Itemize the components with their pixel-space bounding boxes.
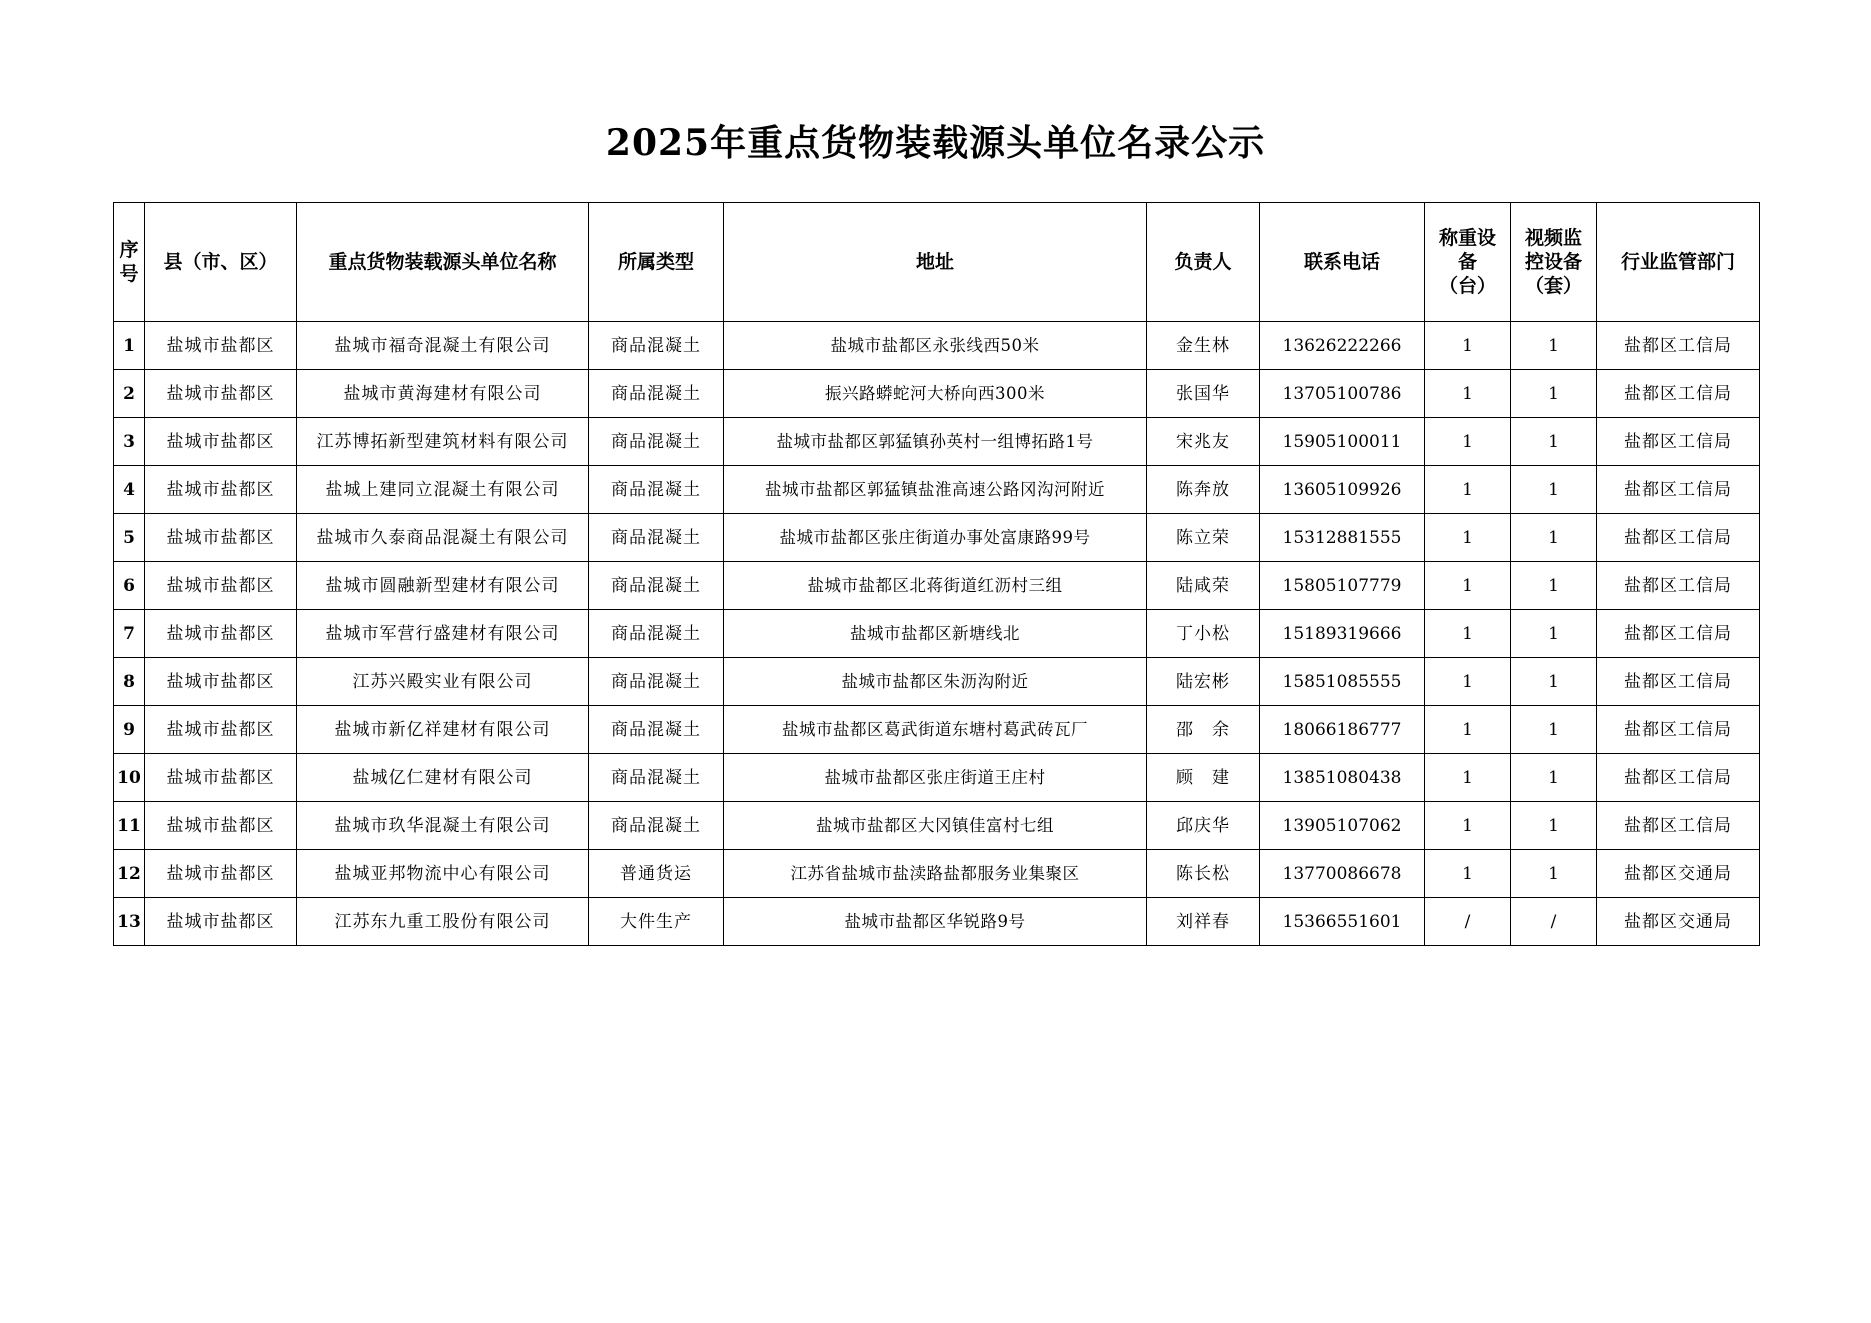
cell-seq: 7: [114, 610, 145, 658]
table-row: [114, 658, 1760, 706]
table-row: [114, 562, 1760, 610]
cell-weighing: 1: [1425, 370, 1511, 418]
cell-seq: 4: [114, 466, 145, 514]
cell-department: 盐都区交通局: [1597, 850, 1760, 898]
table-row: [114, 514, 1760, 562]
cell-weighing: 1: [1425, 514, 1511, 562]
table-row: [114, 466, 1760, 514]
cell-seq: 2: [114, 370, 145, 418]
cell-unit-name: 盐城市福奇混凝土有限公司: [297, 322, 589, 370]
cell-video: 1: [1511, 610, 1597, 658]
header-unit-name: 重点货物装载源头单位名称: [297, 203, 589, 322]
cell-weighing: /: [1425, 898, 1511, 946]
cell-county: 盐城市盐都区: [145, 754, 297, 802]
table-row: [114, 322, 1760, 370]
cell-video: 1: [1511, 418, 1597, 466]
source-unit-table: [113, 202, 1760, 946]
cell-video: 1: [1511, 802, 1597, 850]
cell-department: 盐都区交通局: [1597, 898, 1760, 946]
cell-county: 盐城市盐都区: [145, 898, 297, 946]
cell-video: 1: [1511, 322, 1597, 370]
cell-category: 商品混凝土: [589, 610, 724, 658]
header-address: 地址: [724, 203, 1147, 322]
cell-person: 陈立荣: [1147, 514, 1260, 562]
document-title: 2025年重点货物装载源头单位名录公示: [605, 122, 1266, 164]
cell-unit-name: 盐城市玖华混凝土有限公司: [297, 802, 589, 850]
table-row: [114, 706, 1760, 754]
cell-person: 陈长松: [1147, 850, 1260, 898]
cell-person: 宋兆友: [1147, 418, 1260, 466]
header-phone: 联系电话: [1260, 203, 1425, 322]
cell-unit-name: 盐城上建同立混凝土有限公司: [297, 466, 589, 514]
header-county: 县（市、区）: [145, 203, 297, 322]
cell-person: 刘祥春: [1147, 898, 1260, 946]
cell-department: 盐都区工信局: [1597, 706, 1760, 754]
cell-seq: 12: [114, 850, 145, 898]
header-person: 负责人: [1147, 203, 1260, 322]
table-header-row: [114, 203, 1760, 322]
cell-county: 盐城市盐都区: [145, 514, 297, 562]
cell-phone: 13605109926: [1260, 466, 1425, 514]
table-row: [114, 754, 1760, 802]
cell-county: 盐城市盐都区: [145, 322, 297, 370]
cell-address: 盐城市盐都区华锐路9号: [724, 898, 1147, 946]
cell-phone: 18066186777: [1260, 706, 1425, 754]
header-weighing-line: 称重设: [1438, 227, 1496, 249]
cell-address: 盐城市盐都区朱沥沟附近: [724, 658, 1147, 706]
cell-category: 商品混凝土: [589, 370, 724, 418]
cell-seq: 10: [114, 754, 145, 802]
header-seq-line: 序: [119, 239, 139, 261]
cell-category: 商品混凝土: [589, 562, 724, 610]
cell-county: 盐城市盐都区: [145, 418, 297, 466]
cell-department: 盐都区工信局: [1597, 754, 1760, 802]
cell-seq: 6: [114, 562, 145, 610]
cell-seq: 9: [114, 706, 145, 754]
cell-unit-name: 盐城市军营行盛建材有限公司: [297, 610, 589, 658]
cell-county: 盐城市盐都区: [145, 706, 297, 754]
cell-county: 盐城市盐都区: [145, 850, 297, 898]
cell-category: 商品混凝土: [589, 658, 724, 706]
cell-person: 丁小松: [1147, 610, 1260, 658]
cell-video: 1: [1511, 658, 1597, 706]
cell-county: 盐城市盐都区: [145, 802, 297, 850]
cell-weighing: 1: [1425, 610, 1511, 658]
cell-county: 盐城市盐都区: [145, 610, 297, 658]
table-row: [114, 610, 1760, 658]
cell-address: 盐城市盐都区张庄街道王庄村: [724, 754, 1147, 802]
cell-video: 1: [1511, 850, 1597, 898]
cell-person: 陈奔放: [1147, 466, 1260, 514]
cell-video: 1: [1511, 562, 1597, 610]
cell-weighing: 1: [1425, 322, 1511, 370]
cell-phone: 15312881555: [1260, 514, 1425, 562]
cell-video: 1: [1511, 466, 1597, 514]
cell-weighing: 1: [1425, 850, 1511, 898]
cell-phone: 15366551601: [1260, 898, 1425, 946]
cell-person: 张国华: [1147, 370, 1260, 418]
cell-address: 盐城市盐都区新塘线北: [724, 610, 1147, 658]
table-row: [114, 802, 1760, 850]
cell-video: 1: [1511, 706, 1597, 754]
cell-unit-name: 江苏东九重工股份有限公司: [297, 898, 589, 946]
cell-person: 邱庆华: [1147, 802, 1260, 850]
cell-video: 1: [1511, 370, 1597, 418]
cell-category: 商品混凝土: [589, 322, 724, 370]
cell-seq: 1: [114, 322, 145, 370]
header-weighing-line: （台）: [1438, 275, 1496, 297]
header-seq: [114, 203, 145, 322]
cell-phone: 13851080438: [1260, 754, 1425, 802]
cell-weighing: 1: [1425, 562, 1511, 610]
cell-department: 盐都区工信局: [1597, 370, 1760, 418]
header-seq-line: 号: [119, 263, 139, 285]
cell-address: 盐城市盐都区永张线西50米: [724, 322, 1147, 370]
header-weighing-line: 备: [1457, 251, 1477, 273]
cell-phone: 13626222266: [1260, 322, 1425, 370]
header-category: 所属类型: [589, 203, 724, 322]
cell-video: 1: [1511, 514, 1597, 562]
cell-phone: 13770086678: [1260, 850, 1425, 898]
cell-category: 商品混凝土: [589, 466, 724, 514]
cell-unit-name: 盐城亚邦物流中心有限公司: [297, 850, 589, 898]
cell-phone: 15805107779: [1260, 562, 1425, 610]
cell-unit-name: 盐城市久泰商品混凝土有限公司: [297, 514, 589, 562]
cell-category: 商品混凝土: [589, 514, 724, 562]
cell-phone: 15851085555: [1260, 658, 1425, 706]
cell-county: 盐城市盐都区: [145, 370, 297, 418]
table-row: [114, 898, 1760, 946]
cell-address: 江苏省盐城市盐渎路盐都服务业集聚区: [724, 850, 1147, 898]
cell-department: 盐都区工信局: [1597, 418, 1760, 466]
cell-unit-name: 江苏博拓新型建筑材料有限公司: [297, 418, 589, 466]
cell-weighing: 1: [1425, 466, 1511, 514]
table-row: [114, 850, 1760, 898]
cell-county: 盐城市盐都区: [145, 562, 297, 610]
header-video: [1511, 203, 1597, 322]
cell-unit-name: 盐城亿仁建材有限公司: [297, 754, 589, 802]
cell-department: 盐都区工信局: [1597, 610, 1760, 658]
cell-address: 盐城市盐都区张庄街道办事处富康路99号: [724, 514, 1147, 562]
cell-unit-name: 盐城市新亿祥建材有限公司: [297, 706, 589, 754]
header-video-line: （套）: [1524, 275, 1582, 297]
cell-person: 陆宏彬: [1147, 658, 1260, 706]
cell-department: 盐都区工信局: [1597, 562, 1760, 610]
cell-phone: 15189319666: [1260, 610, 1425, 658]
cell-phone: 13705100786: [1260, 370, 1425, 418]
cell-category: 商品混凝土: [589, 706, 724, 754]
cell-category: 商品混凝土: [589, 418, 724, 466]
cell-unit-name: 江苏兴殿实业有限公司: [297, 658, 589, 706]
cell-address: 振兴路蟒蛇河大桥向西300米: [724, 370, 1147, 418]
table-row: [114, 370, 1760, 418]
header-weighing: [1425, 203, 1511, 322]
cell-county: 盐城市盐都区: [145, 466, 297, 514]
cell-address: 盐城市盐都区郭猛镇盐淮高速公路冈沟河附近: [724, 466, 1147, 514]
cell-person: 陆咸荣: [1147, 562, 1260, 610]
header-department: 行业监管部门: [1597, 203, 1760, 322]
cell-weighing: 1: [1425, 754, 1511, 802]
cell-seq: 11: [114, 802, 145, 850]
cell-category: 普通货运: [589, 850, 724, 898]
cell-address: 盐城市盐都区葛武街道东塘村葛武砖瓦厂: [724, 706, 1147, 754]
cell-person: 金生林: [1147, 322, 1260, 370]
header-video-line: 视频监: [1524, 227, 1582, 249]
cell-department: 盐都区工信局: [1597, 658, 1760, 706]
cell-seq: 13: [114, 898, 145, 946]
cell-video: 1: [1511, 754, 1597, 802]
cell-seq: 5: [114, 514, 145, 562]
table-row: [114, 418, 1760, 466]
cell-department: 盐都区工信局: [1597, 322, 1760, 370]
cell-category: 商品混凝土: [589, 754, 724, 802]
cell-weighing: 1: [1425, 658, 1511, 706]
cell-phone: 13905107062: [1260, 802, 1425, 850]
cell-department: 盐都区工信局: [1597, 514, 1760, 562]
cell-weighing: 1: [1425, 418, 1511, 466]
cell-seq: 3: [114, 418, 145, 466]
cell-department: 盐都区工信局: [1597, 802, 1760, 850]
cell-phone: 15905100011: [1260, 418, 1425, 466]
cell-unit-name: 盐城市黄海建材有限公司: [297, 370, 589, 418]
cell-person: 邵 余: [1147, 706, 1260, 754]
cell-category: 大件生产: [589, 898, 724, 946]
cell-address: 盐城市盐都区北蒋街道红沥村三组: [724, 562, 1147, 610]
cell-person: 顾 建: [1147, 754, 1260, 802]
cell-department: 盐都区工信局: [1597, 466, 1760, 514]
cell-weighing: 1: [1425, 706, 1511, 754]
header-video-line: 控设备: [1524, 251, 1582, 273]
cell-address: 盐城市盐都区郭猛镇孙英村一组博拓路1号: [724, 418, 1147, 466]
cell-unit-name: 盐城市圆融新型建材有限公司: [297, 562, 589, 610]
cell-county: 盐城市盐都区: [145, 658, 297, 706]
cell-weighing: 1: [1425, 802, 1511, 850]
cell-video: /: [1511, 898, 1597, 946]
cell-category: 商品混凝土: [589, 802, 724, 850]
cell-seq: 8: [114, 658, 145, 706]
cell-address: 盐城市盐都区大冈镇佳富村七组: [724, 802, 1147, 850]
